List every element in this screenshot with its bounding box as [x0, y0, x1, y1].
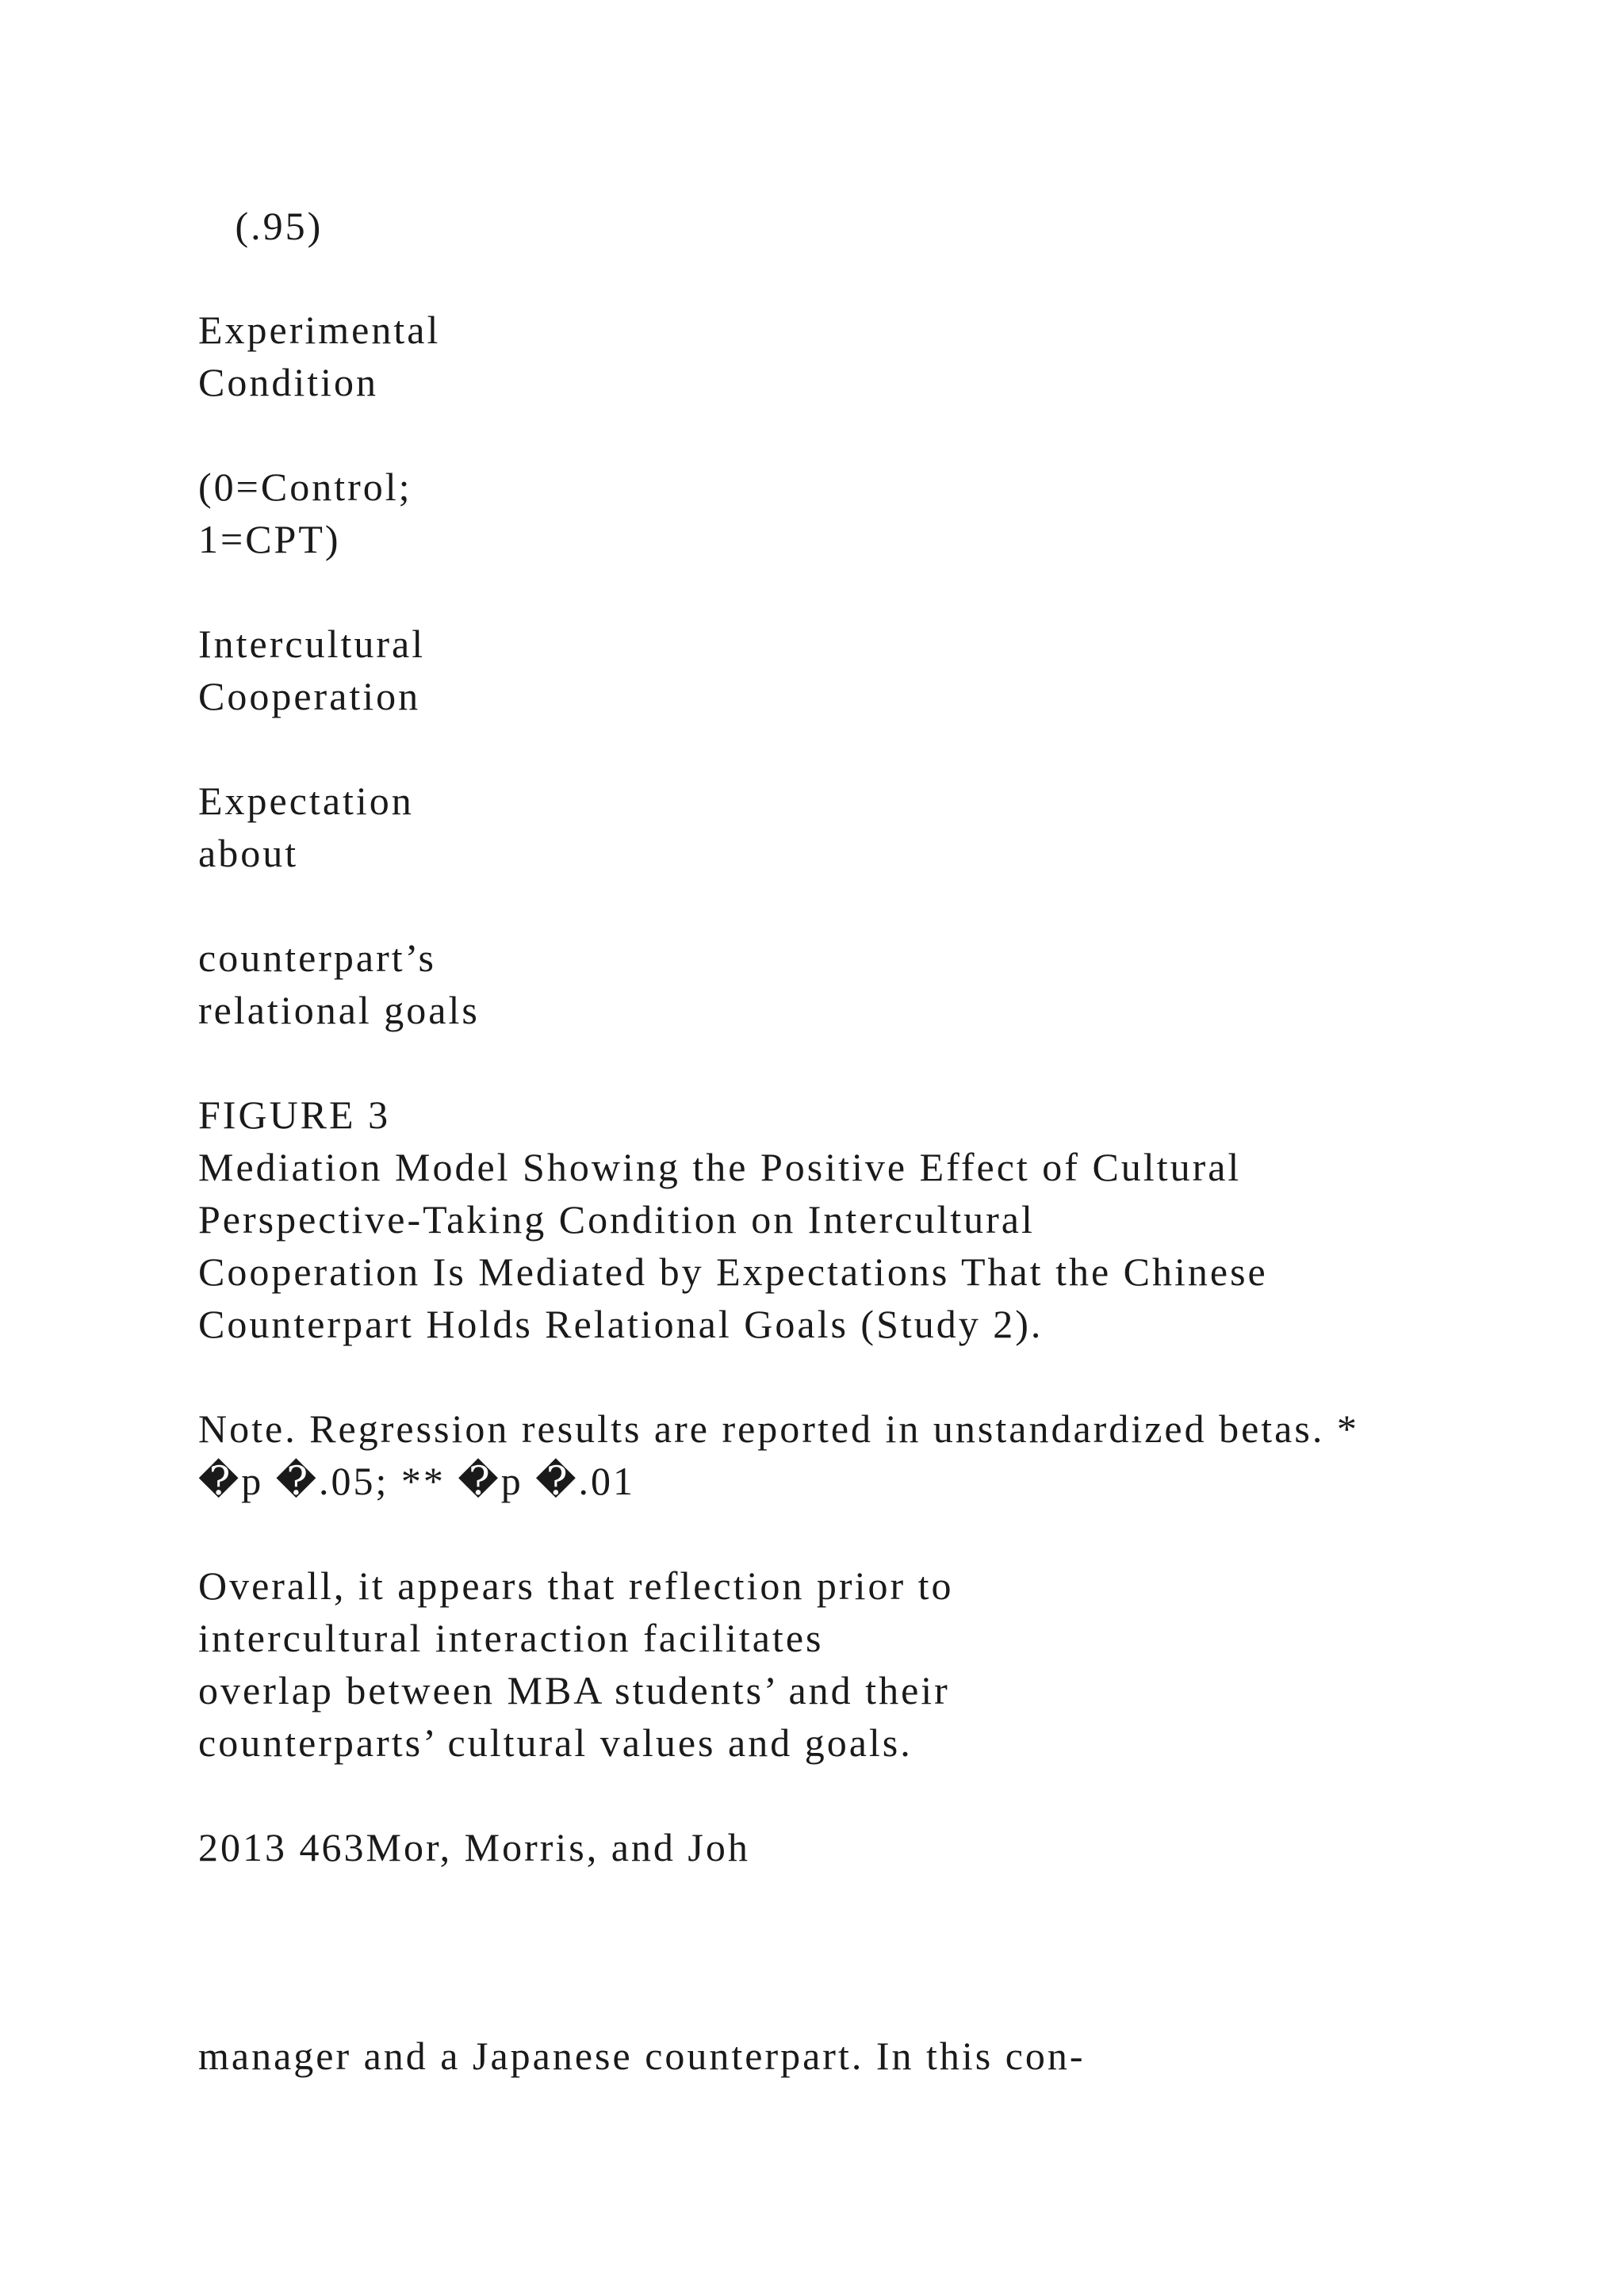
text-line-expectation: Expectation	[198, 779, 414, 823]
figure-caption-line-2: Perspective-Taking Condition on Intercultural	[198, 1197, 1035, 1242]
text-line-intercultural: Intercultural	[198, 622, 426, 666]
text-line-about: about	[198, 831, 299, 875]
figure-caption-line-3: Cooperation Is Mediated by Expectations That the Chinese	[198, 1249, 1268, 1294]
figure-note-line-2: �p �.05; ** �p �.01	[198, 1459, 635, 1503]
text-line-condition: Condition	[198, 360, 379, 404]
figure-caption-line-1: Mediation Model Showing the Positive Effect of Cultural	[198, 1145, 1242, 1189]
figure-caption-line-4: Counterpart Holds Relational Goals (Study 2).	[198, 1302, 1044, 1346]
paragraph-line-4: counterparts’ cultural values and goals.	[198, 1720, 913, 1765]
page-footer: 2013 463Mor, Morris, and Joh	[198, 1825, 750, 1869]
text-line-coefficient: (.95)	[198, 204, 324, 248]
text-line-counterparts: counterpart’s	[198, 936, 437, 980]
text-line-cpt-code: 1=CPT)	[198, 517, 341, 561]
text-line-cooperation: Cooperation	[198, 674, 421, 718]
paragraph-line-3: overlap between MBA students’ and their	[198, 1668, 950, 1712]
text-line-control-code: (0=Control;	[198, 465, 412, 509]
paragraph-line-2: intercultural interaction facilitates	[198, 1616, 824, 1660]
text-line-relational-goals: relational goals	[198, 988, 480, 1032]
paragraph-continuation: manager and a Japanese counterpart. In this con-	[198, 2034, 1086, 2078]
figure-label: FIGURE 3	[198, 1093, 391, 1137]
paragraph-line-1: Overall, it appears that reflection prior to	[198, 1563, 954, 1608]
text-line-experimental: Experimental	[198, 308, 441, 352]
figure-note-line-1: Note. Regression results are reported in unstandardized betas. *	[198, 1406, 1359, 1451]
